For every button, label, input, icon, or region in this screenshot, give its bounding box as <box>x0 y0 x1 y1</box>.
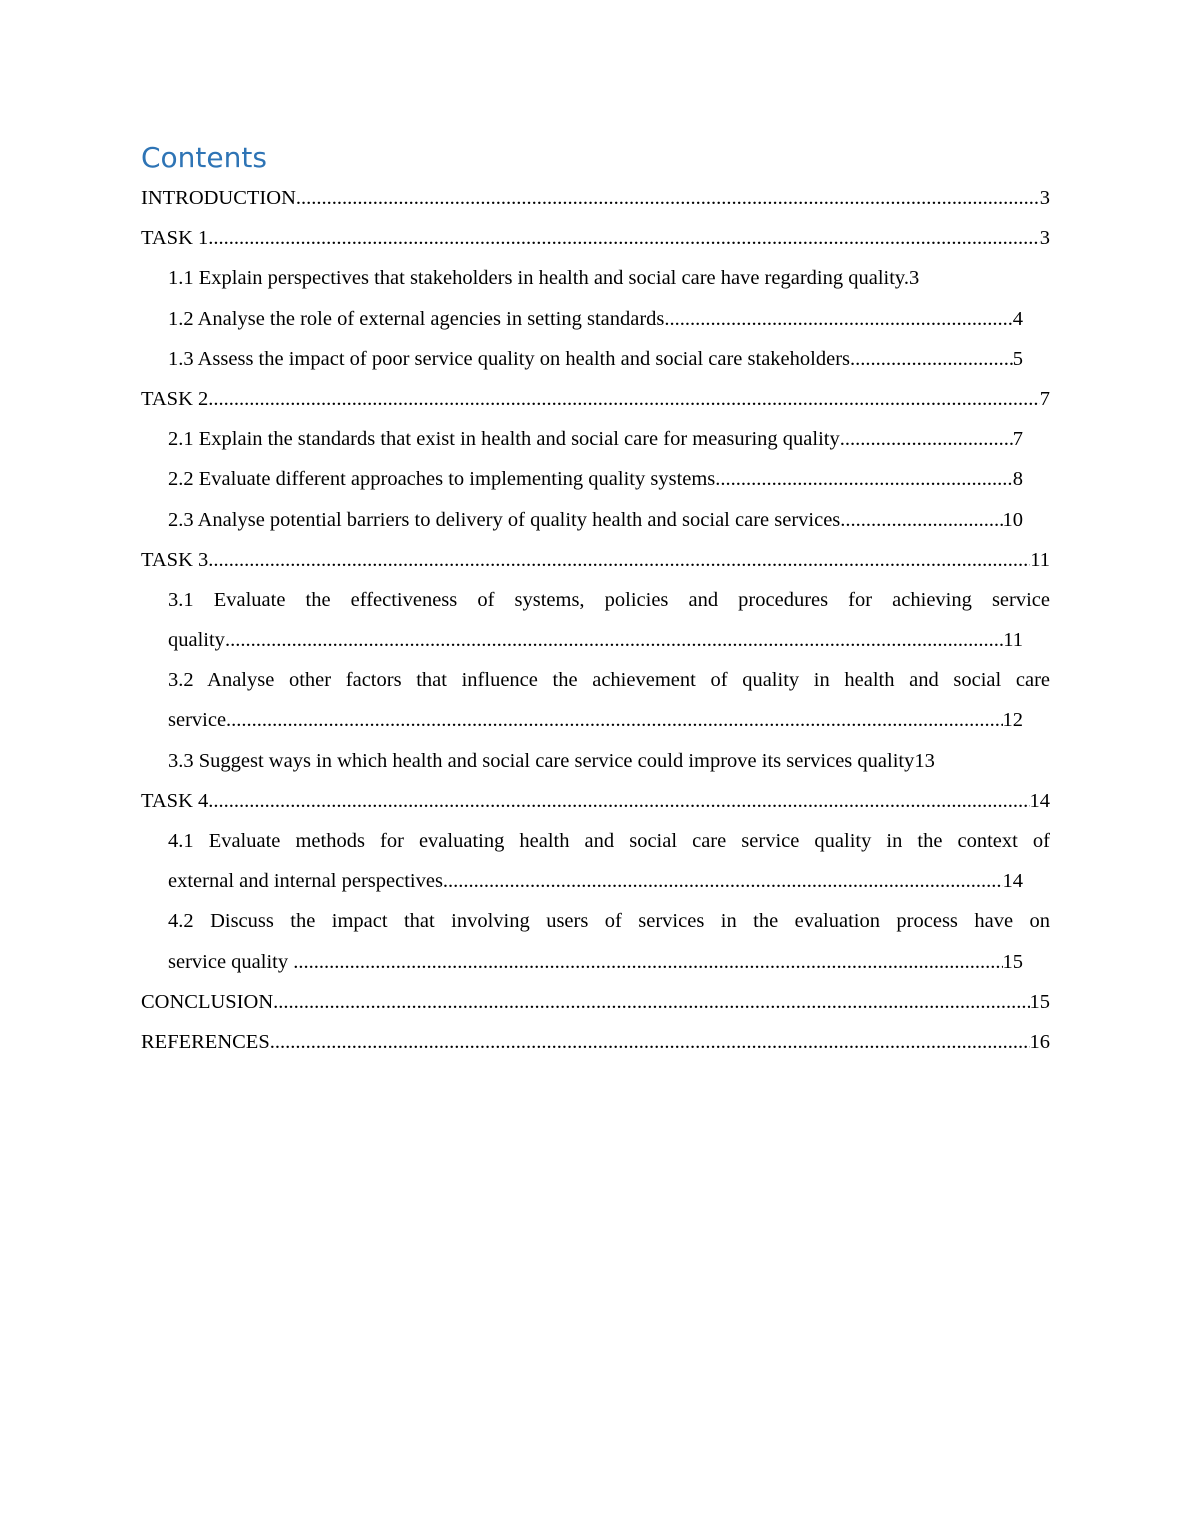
dot-leader <box>715 459 1012 499</box>
toc-entry-label: 1.2 Analyse the role of external agencies in setting standards <box>168 307 665 330</box>
toc-entry-page: 8 <box>1012 468 1023 491</box>
toc-entry-task-1[interactable] <box>141 218 1050 258</box>
toc-entry-label-line1: 4.1 Evaluate methods for evaluating health and social care service quality in the context of <box>168 830 1050 852</box>
toc-entry-conclusion[interactable] <box>141 982 1050 1022</box>
toc-entry-3-2[interactable] <box>168 660 1050 740</box>
toc-entry-page: 7 <box>1039 387 1050 410</box>
toc-entry-4-1[interactable] <box>168 821 1050 901</box>
toc-entry-page: 3 <box>908 267 920 290</box>
toc-entry-task-4[interactable] <box>141 781 1050 821</box>
dot-leader <box>208 781 1029 821</box>
toc-entry-task-2[interactable] <box>141 379 1050 419</box>
toc-entry-3-3[interactable] <box>168 741 1050 781</box>
dot-leader <box>226 700 1002 740</box>
toc-entry-label: 1.3 Assess the impact of poor service quality on health and social care stakeholders <box>168 347 850 370</box>
toc-entry-page: 12 <box>1002 709 1023 732</box>
toc-entry-label: 2.2 Evaluate different approaches to implementing quality systems <box>168 468 716 491</box>
toc-entry-label: 2.1 Explain the standards that exist in health and social care for measuring quality <box>168 428 840 451</box>
dot-leader <box>443 861 1003 901</box>
toc-entry-1-3[interactable] <box>168 339 1023 379</box>
dot-leader <box>296 178 1040 218</box>
toc-entry-page: 15 <box>1002 950 1023 973</box>
toc-entry-3-1[interactable] <box>168 580 1050 660</box>
toc-entry-4-2[interactable] <box>168 901 1050 981</box>
toc-entry-label-line1: 4.2 Discuss the impact that involving users of services in the evaluation process have on <box>168 910 1050 933</box>
toc-entry-label-line1: 3.1 Evaluate the effectiveness of systems, policies and procedures for achieving service <box>168 588 1050 611</box>
dot-leader <box>840 419 1013 459</box>
toc-entry-page: 14 <box>1002 870 1023 893</box>
toc-entry-page: 13 <box>914 749 935 772</box>
toc-entry-label: TASK 3 <box>141 548 209 571</box>
toc-entry-label-line1: 3.2 Analyse other factors that influence the achievement of quality in health and social care <box>168 669 1050 692</box>
toc-entry-task-3[interactable] <box>141 540 1050 580</box>
dot-leader <box>664 299 1012 339</box>
toc-entry-page: 3 <box>1039 187 1050 209</box>
toc-entry-page: 3 <box>1039 227 1050 250</box>
toc-entry-label: 2.3 Analyse potential barriers to delivery of quality health and social care services <box>168 508 841 531</box>
dot-leader <box>270 1022 1030 1062</box>
toc-entry-label-line2: service <box>168 709 227 732</box>
dot-leader <box>840 500 1002 540</box>
toc-entry-label: TASK 4 <box>141 789 209 812</box>
toc-entry-page: 11 <box>1003 629 1023 652</box>
toc-entry-2-3[interactable] <box>168 500 1023 540</box>
toc-entry-label: CONCLUSION <box>141 990 274 1013</box>
toc-title: Contents <box>141 141 267 174</box>
dot-leader <box>208 540 1030 580</box>
toc-entry-page: 16 <box>1029 1030 1050 1053</box>
toc-entry-page: 11 <box>1030 548 1050 571</box>
toc-entry-page: 5 <box>1012 347 1023 370</box>
toc-entry-2-1[interactable] <box>168 419 1023 459</box>
toc-entry-1-2[interactable] <box>168 299 1023 339</box>
toc-entry-label-line2: external and internal perspectives <box>168 870 443 893</box>
table-of-contents <box>141 138 1050 1062</box>
dot-leader <box>850 339 1013 379</box>
dot-leader <box>288 942 1002 982</box>
toc-entry-introduction[interactable] <box>141 178 1050 218</box>
toc-entry-label: TASK 1 <box>141 227 209 250</box>
toc-entry-label-line2: quality <box>168 629 225 652</box>
dot-leader <box>208 218 1039 258</box>
toc-entry-references[interactable] <box>141 1022 1050 1062</box>
toc-entry-2-2[interactable] <box>168 459 1023 499</box>
dot-leader <box>225 620 1003 660</box>
toc-entry-page: 7 <box>1012 428 1023 451</box>
toc-entry-page: 4 <box>1012 307 1023 330</box>
toc-entry-page: 10 <box>1002 508 1023 531</box>
dot-leader <box>208 379 1039 419</box>
toc-entry-label: 3.3 Suggest ways in which health and social care service could improve its services quality <box>168 749 915 772</box>
dot-leader <box>273 982 1029 1022</box>
toc-entry-label: TASK 2 <box>141 387 209 410</box>
toc-entry-label: REFERENCES <box>141 1030 270 1053</box>
toc-entry-label: 1.1 Explain perspectives that stakeholders in health and social care have regarding quality. <box>168 267 909 290</box>
toc-entry-1-1[interactable] <box>168 258 1050 298</box>
toc-entry-page: 15 <box>1029 990 1050 1013</box>
toc-entry-label-line2: service quality <box>168 950 289 973</box>
toc-entry-page: 14 <box>1029 789 1050 812</box>
toc-entry-label: INTRODUCTION <box>141 187 296 209</box>
